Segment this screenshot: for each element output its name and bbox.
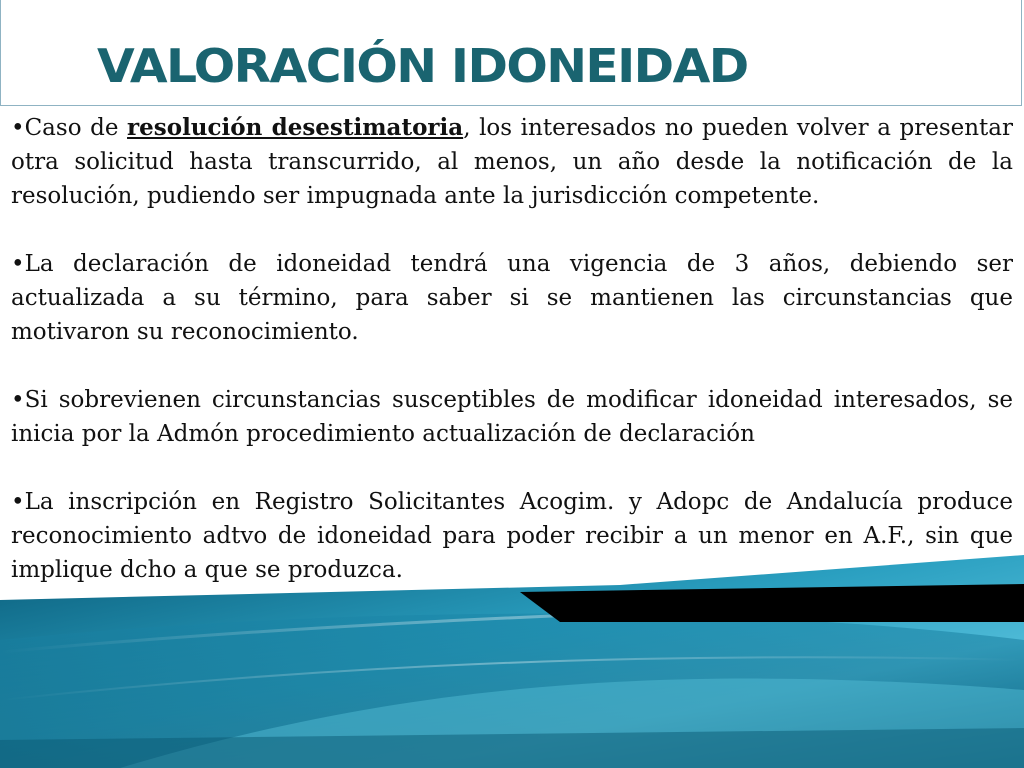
bullet-marker: • [11, 251, 25, 277]
slide-title: VALORACIÓN IDONEIDAD [97, 39, 748, 93]
bullet-paragraph [11, 485, 1013, 587]
bullet-text: La declaración de idoneidad tendrá una vigencia de 3 años, debiendo ser actualizada a su término, para saber si se mantienen las circunstancias que motivaron su reconocimiento. [11, 251, 1013, 345]
title-box [0, 0, 1022, 106]
bullet-paragraph [11, 111, 1013, 213]
bullet-emphasis: resolución desestimatoria [127, 114, 464, 141]
bullet-text: , los interesados no pueden volver a presentar otra solicitud hasta transcurrido, al menos, un año desde la notificación de la resolución, pudiendo ser impugnada ante la jurisdicción competente. [11, 115, 1014, 209]
bullet-text: Si sobrevienen circunstancias susceptibles de modificar idoneidad interesados, se inicia por la Admón procedimiento actualización de declaración [11, 387, 1013, 447]
bullet-marker: • [11, 115, 25, 141]
slide-body [11, 111, 1013, 587]
bullet-paragraph [11, 247, 1013, 349]
bullet-text: Caso de [24, 115, 128, 141]
bullet-marker: • [11, 489, 25, 515]
bullet-text: La inscripción en Registro Solicitantes Acogim. y Adopc de Andalucía produce reconocimiento adtvo de idoneidad para poder recibir a un menor en A.F., sin que implique dcho a que se produzca. [11, 489, 1013, 583]
bullet-marker: • [11, 387, 25, 413]
bullet-paragraph [11, 383, 1013, 451]
